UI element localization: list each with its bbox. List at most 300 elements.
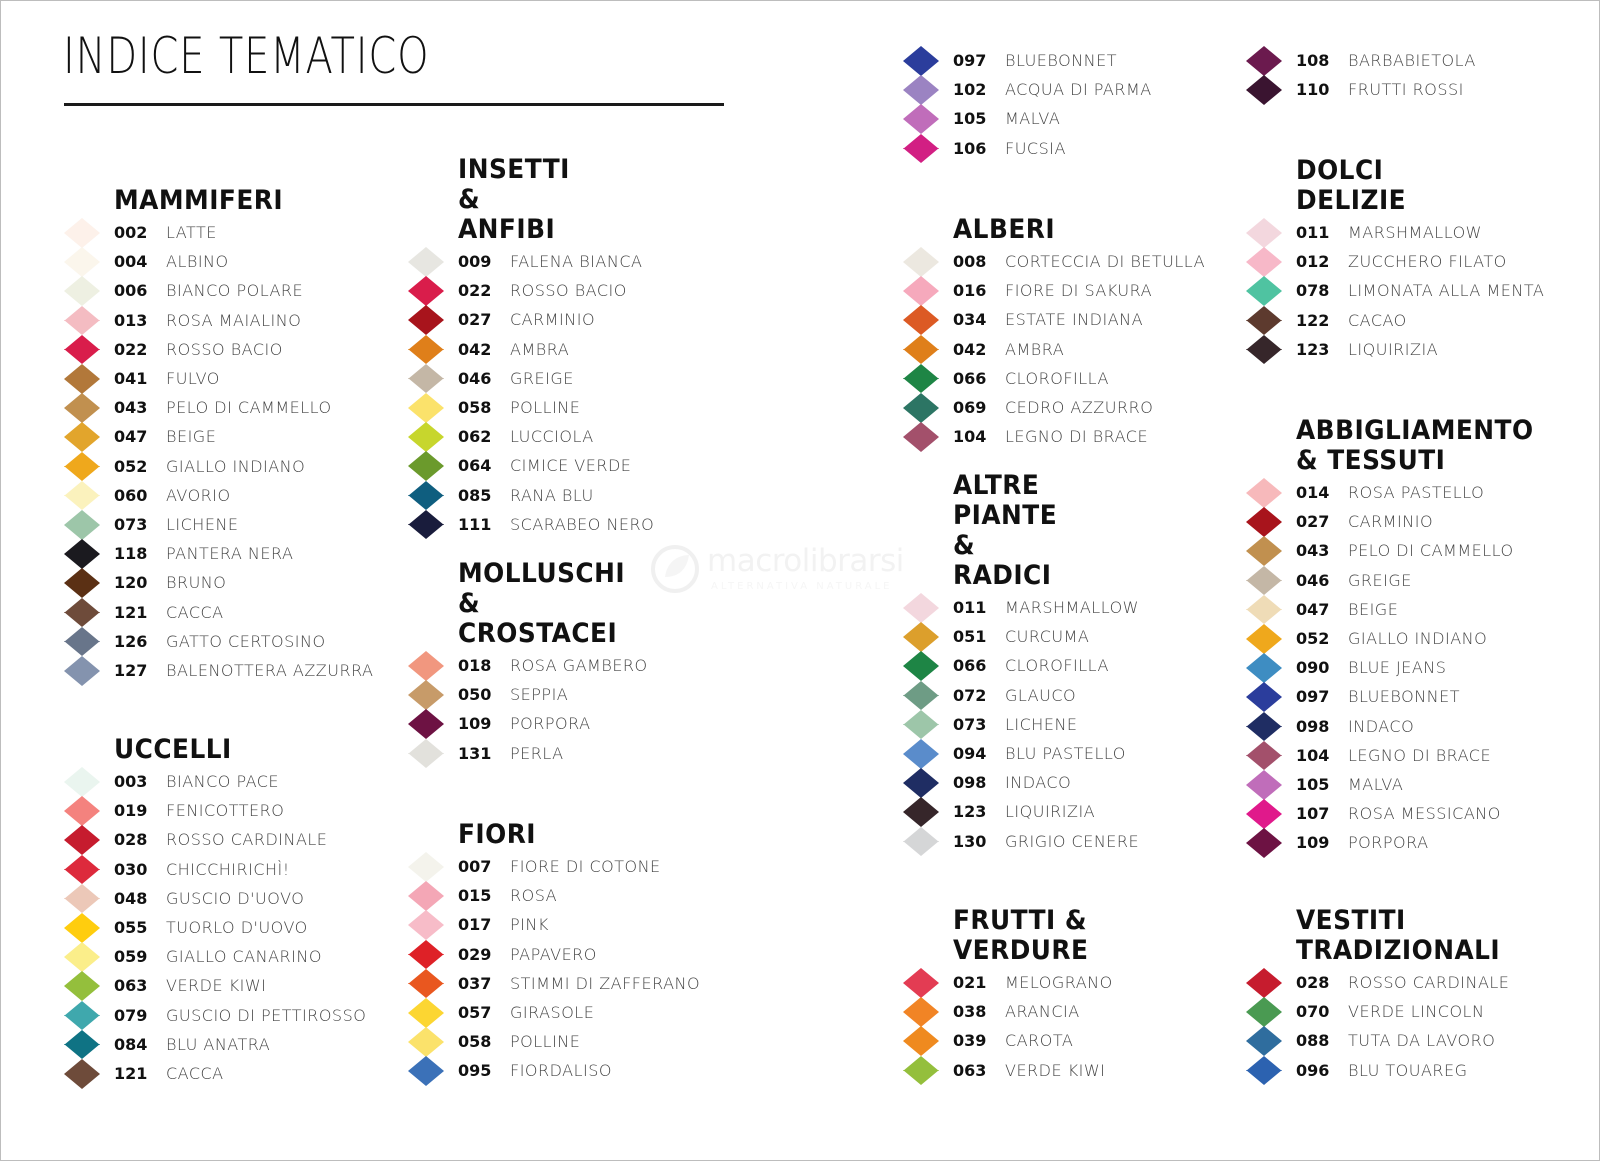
color-name: FIORE DI COTONE — [510, 857, 661, 876]
color-name: CLOROFILLA — [1005, 656, 1109, 676]
color-swatch-lower — [64, 1015, 100, 1030]
color-entry — [953, 305, 1143, 334]
color-swatch-upper — [903, 46, 939, 61]
color-name: CACCA — [166, 1064, 224, 1083]
color-entry — [953, 422, 1148, 451]
color-number: 126 — [114, 631, 148, 651]
color-entry — [1296, 712, 1414, 741]
color-swatch-upper — [64, 796, 100, 811]
color-gem-column — [1246, 46, 1282, 104]
color-name: LIQUIRIZIA — [1005, 802, 1096, 822]
color-number: 047 — [1296, 599, 1330, 619]
color-swatch-lower — [64, 408, 100, 423]
color-swatch-lower — [1246, 233, 1282, 248]
color-name: POLLINE — [510, 398, 581, 417]
color-name: TUORLO D'UOVO — [166, 918, 308, 937]
color-swatch-upper — [1246, 247, 1282, 262]
color-entry — [1296, 306, 1407, 335]
color-name: ROSA GAMBERO — [510, 656, 648, 675]
color-entry — [1296, 968, 1509, 997]
color-swatch-lower — [1246, 291, 1282, 306]
color-swatch-upper — [1246, 770, 1282, 785]
color-swatch-lower — [1246, 726, 1282, 741]
color-name: ROSSO BACIO — [166, 339, 283, 359]
color-swatch-lower — [64, 437, 100, 452]
color-number: 123 — [1296, 339, 1330, 359]
color-swatch-upper — [1246, 306, 1282, 321]
color-number: 017 — [458, 915, 492, 935]
color-swatch-lower — [64, 349, 100, 364]
color-swatch-upper — [408, 998, 444, 1013]
color-swatch-upper — [408, 481, 444, 496]
color-swatch-lower — [64, 840, 100, 855]
color-entry — [114, 913, 308, 942]
color-swatch-lower — [903, 61, 939, 76]
color-name: PORPORA — [510, 714, 591, 734]
color-entry — [953, 968, 1113, 997]
color-swatch-lower — [1246, 668, 1282, 683]
color-entry — [114, 218, 217, 247]
color-swatch-upper — [408, 276, 444, 291]
color-entry — [114, 452, 305, 481]
color-swatch-lower — [64, 671, 100, 686]
color-swatch-upper — [408, 852, 444, 867]
color-swatch-upper — [408, 1056, 444, 1071]
color-number: 009 — [458, 252, 492, 271]
color-number: 052 — [114, 456, 148, 476]
color-swatch-lower — [903, 90, 939, 105]
color-name: FULVO — [166, 369, 220, 388]
color-entry — [114, 276, 303, 305]
color-swatch-upper — [64, 276, 100, 291]
color-swatch-upper — [1246, 968, 1282, 983]
color-entry — [458, 305, 595, 334]
color-swatch-lower — [903, 812, 939, 827]
color-number: 130 — [953, 831, 987, 851]
color-name: ZUCCHERO FILATO — [1348, 252, 1507, 272]
color-gem-column — [903, 46, 939, 163]
color-number: 109 — [1296, 833, 1330, 853]
section-title: FIORI — [458, 819, 536, 850]
color-entry — [114, 247, 229, 276]
color-swatch-lower — [903, 637, 939, 652]
color-entry — [114, 971, 266, 1000]
color-number: 038 — [953, 1002, 987, 1022]
color-swatch-lower — [64, 641, 100, 656]
color-entry — [953, 276, 1152, 305]
color-entry — [458, 451, 631, 480]
color-entry — [1296, 799, 1501, 828]
color-entry — [953, 134, 1066, 163]
color-swatch-upper — [1246, 478, 1282, 493]
color-name: FENICOTTERO — [166, 801, 285, 821]
color-swatch-upper — [903, 104, 939, 119]
color-swatch-lower — [903, 841, 939, 856]
color-name: GREIGE — [510, 368, 574, 388]
color-number: 078 — [1296, 281, 1330, 301]
color-gem-column — [903, 593, 939, 856]
color-name: VERDE LINCOLN — [1348, 1002, 1485, 1022]
color-entry — [1296, 1026, 1495, 1055]
color-swatch-upper — [903, 305, 939, 320]
color-name: BALENOTTERA AZZURRA — [166, 661, 374, 680]
color-swatch-lower — [1246, 61, 1282, 76]
color-swatch-lower — [1246, 609, 1282, 624]
color-swatch-upper — [903, 968, 939, 983]
color-entry — [114, 335, 283, 364]
section-title: DOLCI DELIZIE — [1296, 155, 1407, 216]
color-name: LUCCIOLA — [510, 427, 594, 447]
color-entry — [458, 510, 654, 539]
color-number: 021 — [953, 973, 987, 992]
color-swatch-lower — [408, 408, 444, 423]
color-name: VERDE KIWI — [166, 976, 267, 996]
color-swatch-upper — [1246, 799, 1282, 814]
color-swatch-upper — [903, 827, 939, 842]
color-entry — [953, 797, 1095, 826]
color-swatch-upper — [408, 305, 444, 320]
color-name: GRIGIO CENERE — [1005, 831, 1140, 851]
color-name: TUTA DA LAVORO — [1348, 1031, 1496, 1051]
color-swatch-lower — [903, 148, 939, 163]
color-entry — [458, 680, 568, 709]
color-swatch-lower — [408, 983, 444, 998]
color-entry — [1296, 595, 1398, 624]
color-entry — [1296, 75, 1464, 104]
color-number: 122 — [1296, 310, 1330, 330]
color-swatch-upper — [64, 767, 100, 782]
color-name: BLU PASTELLO — [1005, 744, 1126, 763]
color-swatch-lower — [64, 1044, 100, 1059]
color-swatch-lower — [408, 1013, 444, 1028]
color-name: AVORIO — [166, 485, 231, 505]
color-entry — [458, 364, 574, 393]
color-number: 090 — [1296, 658, 1330, 678]
color-swatch-upper — [903, 393, 939, 408]
color-number: 123 — [953, 802, 987, 822]
color-number: 041 — [114, 369, 148, 388]
color-swatch-lower — [903, 695, 939, 710]
color-number: 063 — [953, 1060, 987, 1080]
color-swatch-upper — [903, 651, 939, 666]
color-entry — [953, 710, 1078, 739]
color-name: BEIGE — [1348, 599, 1399, 619]
color-entry — [114, 422, 216, 451]
color-entry — [458, 1027, 580, 1056]
color-entry — [114, 767, 279, 796]
color-swatch-upper — [903, 364, 939, 379]
color-swatch-lower — [408, 1071, 444, 1086]
color-entry — [114, 598, 224, 627]
color-swatch-upper — [64, 364, 100, 379]
color-swatch-upper — [903, 335, 939, 350]
color-number: 029 — [458, 944, 492, 964]
section-title: ALBERI — [953, 214, 1056, 245]
color-number: 037 — [458, 973, 492, 993]
color-swatch-upper — [408, 881, 444, 896]
color-swatch-upper — [408, 422, 444, 437]
color-entry — [114, 306, 301, 335]
color-entry — [953, 651, 1109, 680]
color-entry — [114, 1030, 270, 1059]
color-name: GUSCIO DI PETTIROSSO — [166, 1005, 367, 1025]
color-name: ESTATE INDIANA — [1005, 310, 1144, 330]
color-gem-column — [903, 968, 939, 1085]
color-swatch-lower — [1246, 843, 1282, 858]
color-name: RANA BLU — [510, 485, 594, 505]
color-name: LATTE — [166, 223, 217, 242]
color-swatch-upper — [903, 593, 939, 608]
color-number: 012 — [1296, 252, 1330, 272]
color-swatch-upper — [64, 913, 100, 928]
color-number: 028 — [114, 830, 148, 850]
color-name: BLU TOUAREG — [1348, 1060, 1468, 1080]
color-swatch-lower — [64, 379, 100, 394]
color-name: LIQUIRIZIA — [1348, 339, 1439, 359]
color-name: AMBRA — [1005, 339, 1065, 359]
color-swatch-upper — [64, 422, 100, 437]
color-swatch-upper — [408, 680, 444, 695]
color-swatch-lower — [64, 291, 100, 306]
color-number: 043 — [114, 398, 148, 418]
color-number: 088 — [1296, 1031, 1330, 1051]
color-swatch-lower — [64, 320, 100, 335]
color-entry — [1296, 624, 1487, 653]
color-swatch-upper — [903, 768, 939, 783]
color-swatch-upper — [64, 510, 100, 525]
color-name: ROSA — [510, 886, 558, 906]
color-number: 060 — [114, 485, 148, 505]
color-entry — [114, 627, 326, 656]
color-name: ACQUA DI PARMA — [1005, 80, 1152, 100]
color-entry — [114, 510, 239, 539]
color-gem-column — [64, 767, 100, 1088]
color-gem-column — [64, 218, 100, 685]
color-number: 121 — [114, 1064, 148, 1083]
color-number: 066 — [953, 368, 987, 388]
color-swatch-upper — [408, 335, 444, 350]
watermark-tagline: ALTERNATIVA NATURALE — [711, 581, 893, 592]
color-swatch-lower — [1246, 785, 1282, 800]
color-name: BRUNO — [166, 573, 227, 593]
color-number: 006 — [114, 281, 148, 301]
color-entry — [114, 1059, 224, 1088]
color-number: 058 — [458, 398, 492, 417]
color-number: 022 — [114, 339, 148, 359]
color-name: FRUTTI ROSSI — [1348, 80, 1464, 100]
color-entry — [1296, 46, 1476, 75]
color-swatch-upper — [64, 656, 100, 671]
color-swatch-upper — [1246, 536, 1282, 551]
color-entry — [458, 393, 580, 422]
color-entry — [458, 910, 549, 939]
color-swatch-upper — [1246, 46, 1282, 61]
color-swatch-lower — [1246, 349, 1282, 364]
color-entry — [114, 393, 332, 422]
color-swatch-upper — [903, 75, 939, 90]
color-entry — [1296, 247, 1507, 276]
color-name: CARMINIO — [1348, 512, 1434, 532]
color-swatch-upper — [903, 681, 939, 696]
color-entry — [953, 104, 1060, 133]
color-name: PELO DI CAMMELLO — [166, 398, 332, 418]
color-swatch-lower — [1246, 1070, 1282, 1085]
color-number: 042 — [953, 339, 987, 359]
color-name: ROSA MESSICANO — [1348, 804, 1501, 824]
color-number: 062 — [458, 427, 492, 447]
color-swatch-lower — [64, 262, 100, 277]
color-entry — [953, 827, 1139, 856]
section-title: UCCELLI — [114, 734, 232, 765]
color-swatch-upper — [64, 598, 100, 613]
color-swatch-upper — [1246, 276, 1282, 291]
color-entry — [458, 969, 700, 998]
color-number: 070 — [1296, 1002, 1330, 1022]
color-number: 018 — [458, 656, 492, 675]
color-entry — [114, 364, 220, 393]
color-entry — [114, 1001, 366, 1030]
color-name: ROSA PASTELLO — [1348, 483, 1485, 502]
color-number: 127 — [114, 661, 148, 680]
color-swatch-upper — [1246, 653, 1282, 668]
title-underline — [64, 103, 724, 106]
color-entry — [953, 393, 1153, 422]
color-name: AMBRA — [510, 339, 570, 359]
color-entry — [458, 276, 627, 305]
color-number: 042 — [458, 339, 492, 359]
color-name: FUCSIA — [1005, 138, 1066, 158]
color-gem-column — [1246, 218, 1282, 364]
color-swatch-upper — [903, 997, 939, 1012]
color-swatch-lower — [64, 898, 100, 913]
section-title: MOLLUSCHI & CROSTACEI — [458, 558, 626, 649]
color-entry — [1296, 218, 1482, 247]
color-number: 003 — [114, 772, 148, 791]
color-name: ROSSO BACIO — [510, 281, 627, 301]
color-entry — [953, 1056, 1105, 1085]
color-swatch-upper — [64, 825, 100, 840]
leaf-logo-icon — [649, 543, 701, 595]
color-swatch-upper — [1246, 507, 1282, 522]
color-swatch-lower — [1246, 262, 1282, 277]
color-swatch-lower — [903, 608, 939, 623]
color-name: BIANCO PACE — [166, 772, 280, 791]
color-entry — [1296, 770, 1403, 799]
color-number: 085 — [458, 485, 492, 505]
color-swatch-upper — [408, 709, 444, 724]
color-name: CEDRO AZZURRO — [1005, 398, 1154, 417]
color-number: 109 — [458, 714, 492, 734]
color-number: 014 — [1296, 483, 1330, 502]
color-swatch-upper — [1246, 997, 1282, 1012]
color-name: GIRASOLE — [510, 1003, 595, 1022]
color-number: 011 — [1296, 223, 1330, 242]
color-number: 098 — [1296, 716, 1330, 736]
color-number: 019 — [114, 801, 148, 821]
color-swatch-lower — [903, 1070, 939, 1085]
color-name: SCARABEO NERO — [510, 514, 655, 534]
color-name: MARSHMALLOW — [1005, 598, 1139, 617]
color-name: BIANCO POLARE — [166, 281, 304, 301]
color-swatch-lower — [1246, 983, 1282, 998]
color-name: GIALLO INDIANO — [1348, 629, 1488, 648]
color-entry — [1296, 276, 1544, 305]
color-swatch-upper — [408, 451, 444, 466]
color-swatch-lower — [903, 666, 939, 681]
color-number: 094 — [953, 744, 987, 763]
color-swatch-lower — [1246, 493, 1282, 508]
color-swatch-upper — [64, 1030, 100, 1045]
color-swatch-lower — [1246, 320, 1282, 335]
color-name: STIMMI DI ZAFFERANO — [510, 973, 701, 993]
color-entry — [1296, 335, 1438, 364]
color-gem-column — [903, 247, 939, 451]
color-number: 120 — [114, 573, 148, 593]
color-swatch-upper — [903, 797, 939, 812]
color-number: 046 — [1296, 570, 1330, 590]
color-swatch-lower — [408, 867, 444, 882]
color-gem-column — [1246, 968, 1282, 1085]
color-swatch-lower — [408, 954, 444, 969]
color-swatch-lower — [408, 466, 444, 481]
color-swatch-upper — [1246, 741, 1282, 756]
color-name: CURCUMA — [1005, 627, 1090, 647]
color-number: 011 — [953, 598, 987, 617]
color-number: 106 — [953, 138, 987, 158]
color-number: 069 — [953, 398, 987, 417]
color-number: 052 — [1296, 629, 1330, 648]
color-name: VERDE KIWI — [1005, 1060, 1106, 1080]
section-title: INSETTI & ANFIBI — [458, 154, 570, 245]
color-name: GIALLO CANARINO — [166, 947, 322, 967]
color-name: POLLINE — [510, 1032, 581, 1052]
color-number: 097 — [953, 51, 987, 70]
color-entry — [1296, 682, 1460, 711]
section-title: VESTITI TRADIZIONALI — [1296, 905, 1501, 966]
color-number: 013 — [114, 310, 148, 330]
color-entry — [458, 881, 557, 910]
color-gem-column — [408, 852, 444, 1086]
color-number: 073 — [953, 714, 987, 734]
color-swatch-lower — [903, 119, 939, 134]
color-entry — [1296, 1056, 1468, 1085]
color-name: CARMINIO — [510, 310, 596, 330]
color-name: FALENA BIANCA — [510, 252, 643, 271]
color-swatch-lower — [903, 437, 939, 452]
color-swatch-lower — [64, 811, 100, 826]
color-swatch-upper — [64, 247, 100, 262]
color-swatch-lower — [903, 378, 939, 393]
color-swatch-upper — [1246, 75, 1282, 90]
color-name: BARBABIETOLA — [1348, 51, 1476, 70]
color-swatch-upper — [408, 247, 444, 262]
color-swatch-upper — [1246, 566, 1282, 581]
color-entry — [114, 481, 231, 510]
color-swatch-lower — [1246, 580, 1282, 595]
color-number: 015 — [458, 886, 492, 906]
color-number: 064 — [458, 456, 492, 476]
color-entry — [1296, 741, 1491, 770]
color-swatch-lower — [408, 896, 444, 911]
color-swatch-upper — [64, 393, 100, 408]
color-entry — [458, 335, 569, 364]
color-swatch-lower — [903, 724, 939, 739]
color-swatch-lower — [903, 983, 939, 998]
color-number: 102 — [953, 80, 987, 100]
color-name: CAROTA — [1005, 1031, 1074, 1051]
color-name: GREIGE — [1348, 570, 1412, 590]
color-gem-column — [1246, 478, 1282, 858]
